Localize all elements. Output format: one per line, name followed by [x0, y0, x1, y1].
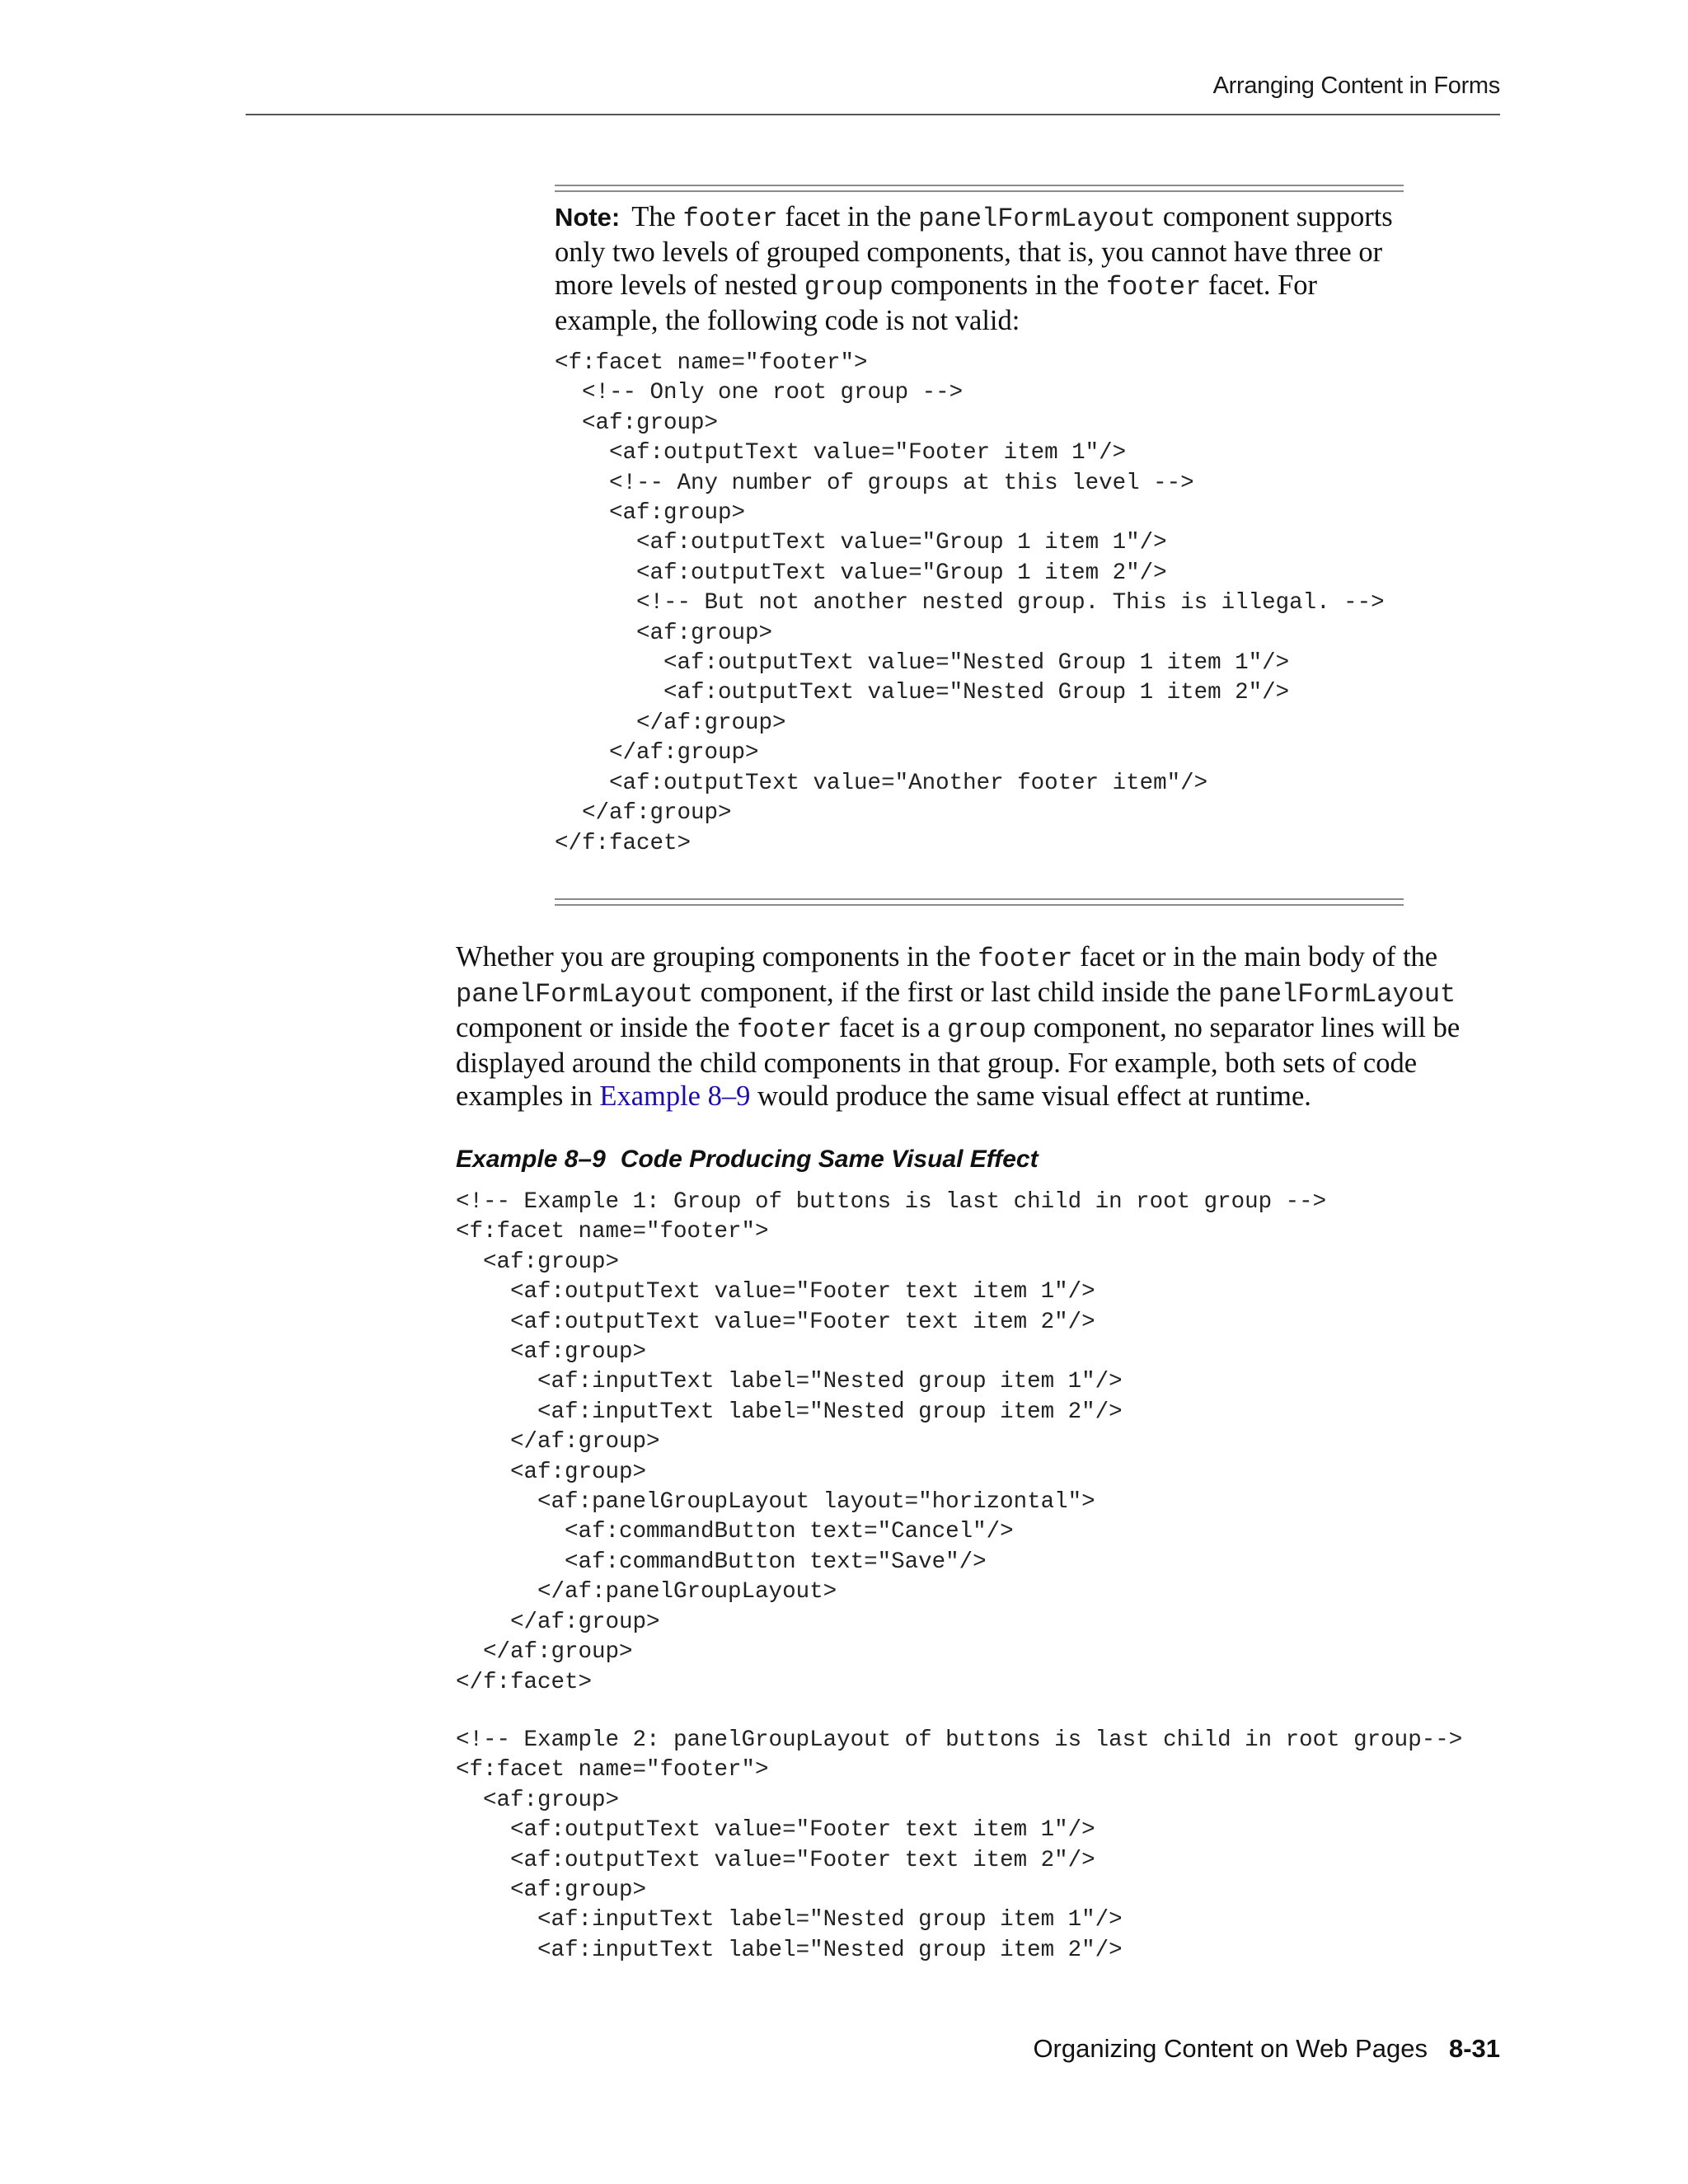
code-term: footer	[682, 204, 778, 234]
text-run: would produce the same visual effect at runtime.	[750, 1080, 1311, 1112]
footer-title: Organizing Content on Web Pages	[1033, 2034, 1428, 2063]
code-line: </af:group>	[456, 1429, 660, 1455]
code-line: </af:group>	[456, 1609, 660, 1635]
code-line: <af:inputText label="Nested group item 2"/>	[456, 1399, 1123, 1425]
code-line: <af:commandButton text="Save"/>	[456, 1549, 987, 1575]
code-line: <af:outputText value="Group 1 item 2"/>	[555, 560, 1167, 586]
code-line: <af:group>	[456, 1339, 647, 1366]
text-run: facet or in the main body of the	[1072, 941, 1438, 972]
code-term: footer	[737, 1015, 832, 1045]
text-run: component, if the first or last child inside the	[693, 977, 1219, 1008]
text-run: component or inside the	[456, 1012, 738, 1043]
example-caption	[456, 1146, 1039, 1174]
example-number: Example 8–9	[456, 1146, 606, 1173]
page-number: 8-31	[1448, 2034, 1500, 2063]
code-line: </af:group>	[456, 1639, 633, 1666]
code-term: group	[804, 272, 884, 302]
code-line: <!-- Example 1: Group of buttons is last child in root group -->	[456, 1189, 1327, 1215]
code-term: group	[947, 1015, 1027, 1045]
code-line: <f:facet name="footer">	[456, 1757, 769, 1783]
code-line: </af:group>	[555, 800, 732, 827]
code-line: <!-- But not another nested group. This is illegal. -->	[555, 590, 1385, 616]
code-line: <af:group>	[456, 1459, 647, 1485]
code-line: <af:inputText label="Nested group item 1"/>	[456, 1907, 1123, 1933]
code-line: <!-- Example 2: panelGroupLayout of buttons is last child in root group-->	[456, 1727, 1463, 1753]
running-footer	[246, 2034, 1500, 2064]
text-run: Whether you are grouping components in the	[456, 941, 978, 972]
note-top-rule	[555, 185, 1404, 192]
code-line: <af:commandButton text="Cancel"/>	[456, 1519, 1014, 1545]
text-run: facet in the	[777, 201, 919, 232]
code-line: <af:group>	[456, 1249, 620, 1275]
code-line: <af:group>	[555, 620, 773, 646]
text-run: component, no separator lines will be displayed around the child components in that group. For example, both sets of code examples in	[456, 1012, 1461, 1112]
note-code-block	[555, 349, 1385, 859]
code-line: <af:group>	[555, 410, 719, 436]
code-term: footer	[1105, 272, 1202, 302]
code-line: <af:outputText value="Nested Group 1 item 1"/>	[555, 650, 1290, 677]
code-term: footer	[978, 944, 1073, 974]
code-line: <f:facet name="footer">	[456, 1219, 769, 1245]
code-line: <af:group>	[456, 1787, 620, 1813]
header-divider	[246, 114, 1500, 115]
code-line: <af:outputText value="Another footer item"/>	[555, 770, 1208, 796]
code-line: <!-- Only one root group -->	[555, 380, 964, 406]
running-header: Arranging Content in Forms	[1212, 73, 1500, 99]
example-title: Code Producing Same Visual Effect	[620, 1146, 1039, 1173]
code-line: <af:group>	[555, 500, 746, 527]
code-line: <f:facet name="footer">	[555, 350, 868, 376]
example-code-block-2	[456, 1726, 1462, 1966]
text-run: component supports only two levels of grouped components, that is, you cannot have three or more levels of nested	[555, 201, 1393, 301]
text-run: components in the	[883, 269, 1106, 301]
note-bottom-rule	[555, 898, 1404, 906]
text-run: facet. For example, the following code is not valid:	[555, 269, 1318, 336]
body-paragraph	[456, 940, 1503, 1113]
cross-reference-link[interactable]: Example 8–9	[599, 1080, 751, 1112]
code-term: panelFormLayout	[456, 979, 694, 1010]
code-line: </af:panelGroupLayout>	[456, 1579, 837, 1605]
code-term: panelFormLayout	[1218, 979, 1456, 1010]
code-line: <af:outputText value="Footer item 1"/>	[555, 440, 1127, 466]
text-run: The	[631, 201, 683, 232]
code-line: <af:panelGroupLayout layout="horizontal">	[456, 1489, 1095, 1516]
code-line: <af:outputText value="Footer text item 1"/>	[456, 1817, 1095, 1844]
code-line: <af:outputText value="Group 1 item 1"/>	[555, 530, 1167, 556]
code-line: </f:facet>	[456, 1669, 593, 1695]
note-label: Note:	[555, 203, 621, 232]
note-paragraph	[555, 200, 1404, 337]
code-line: </f:facet>	[555, 830, 692, 856]
example-code-block-1	[456, 1188, 1326, 1698]
code-line: <!-- Any number of groups at this level -->	[555, 470, 1194, 496]
code-line: <af:group>	[456, 1877, 647, 1904]
code-line: <af:outputText value="Footer text item 2"/>	[456, 1847, 1095, 1873]
code-line: </af:group>	[555, 740, 759, 766]
code-line: </af:group>	[555, 710, 786, 736]
note-body	[555, 201, 1393, 336]
code-line: <af:outputText value="Footer text item 1"/>	[456, 1279, 1095, 1305]
text-run: facet is a	[832, 1012, 948, 1043]
code-line: <af:outputText value="Footer text item 2"/>	[456, 1309, 1095, 1335]
code-term: panelFormLayout	[918, 204, 1156, 234]
code-line: <af:inputText label="Nested group item 2"/>	[456, 1937, 1123, 1963]
code-line: <af:outputText value="Nested Group 1 item 2"/>	[555, 680, 1290, 706]
code-line: <af:inputText label="Nested group item 1"/>	[456, 1369, 1123, 1395]
